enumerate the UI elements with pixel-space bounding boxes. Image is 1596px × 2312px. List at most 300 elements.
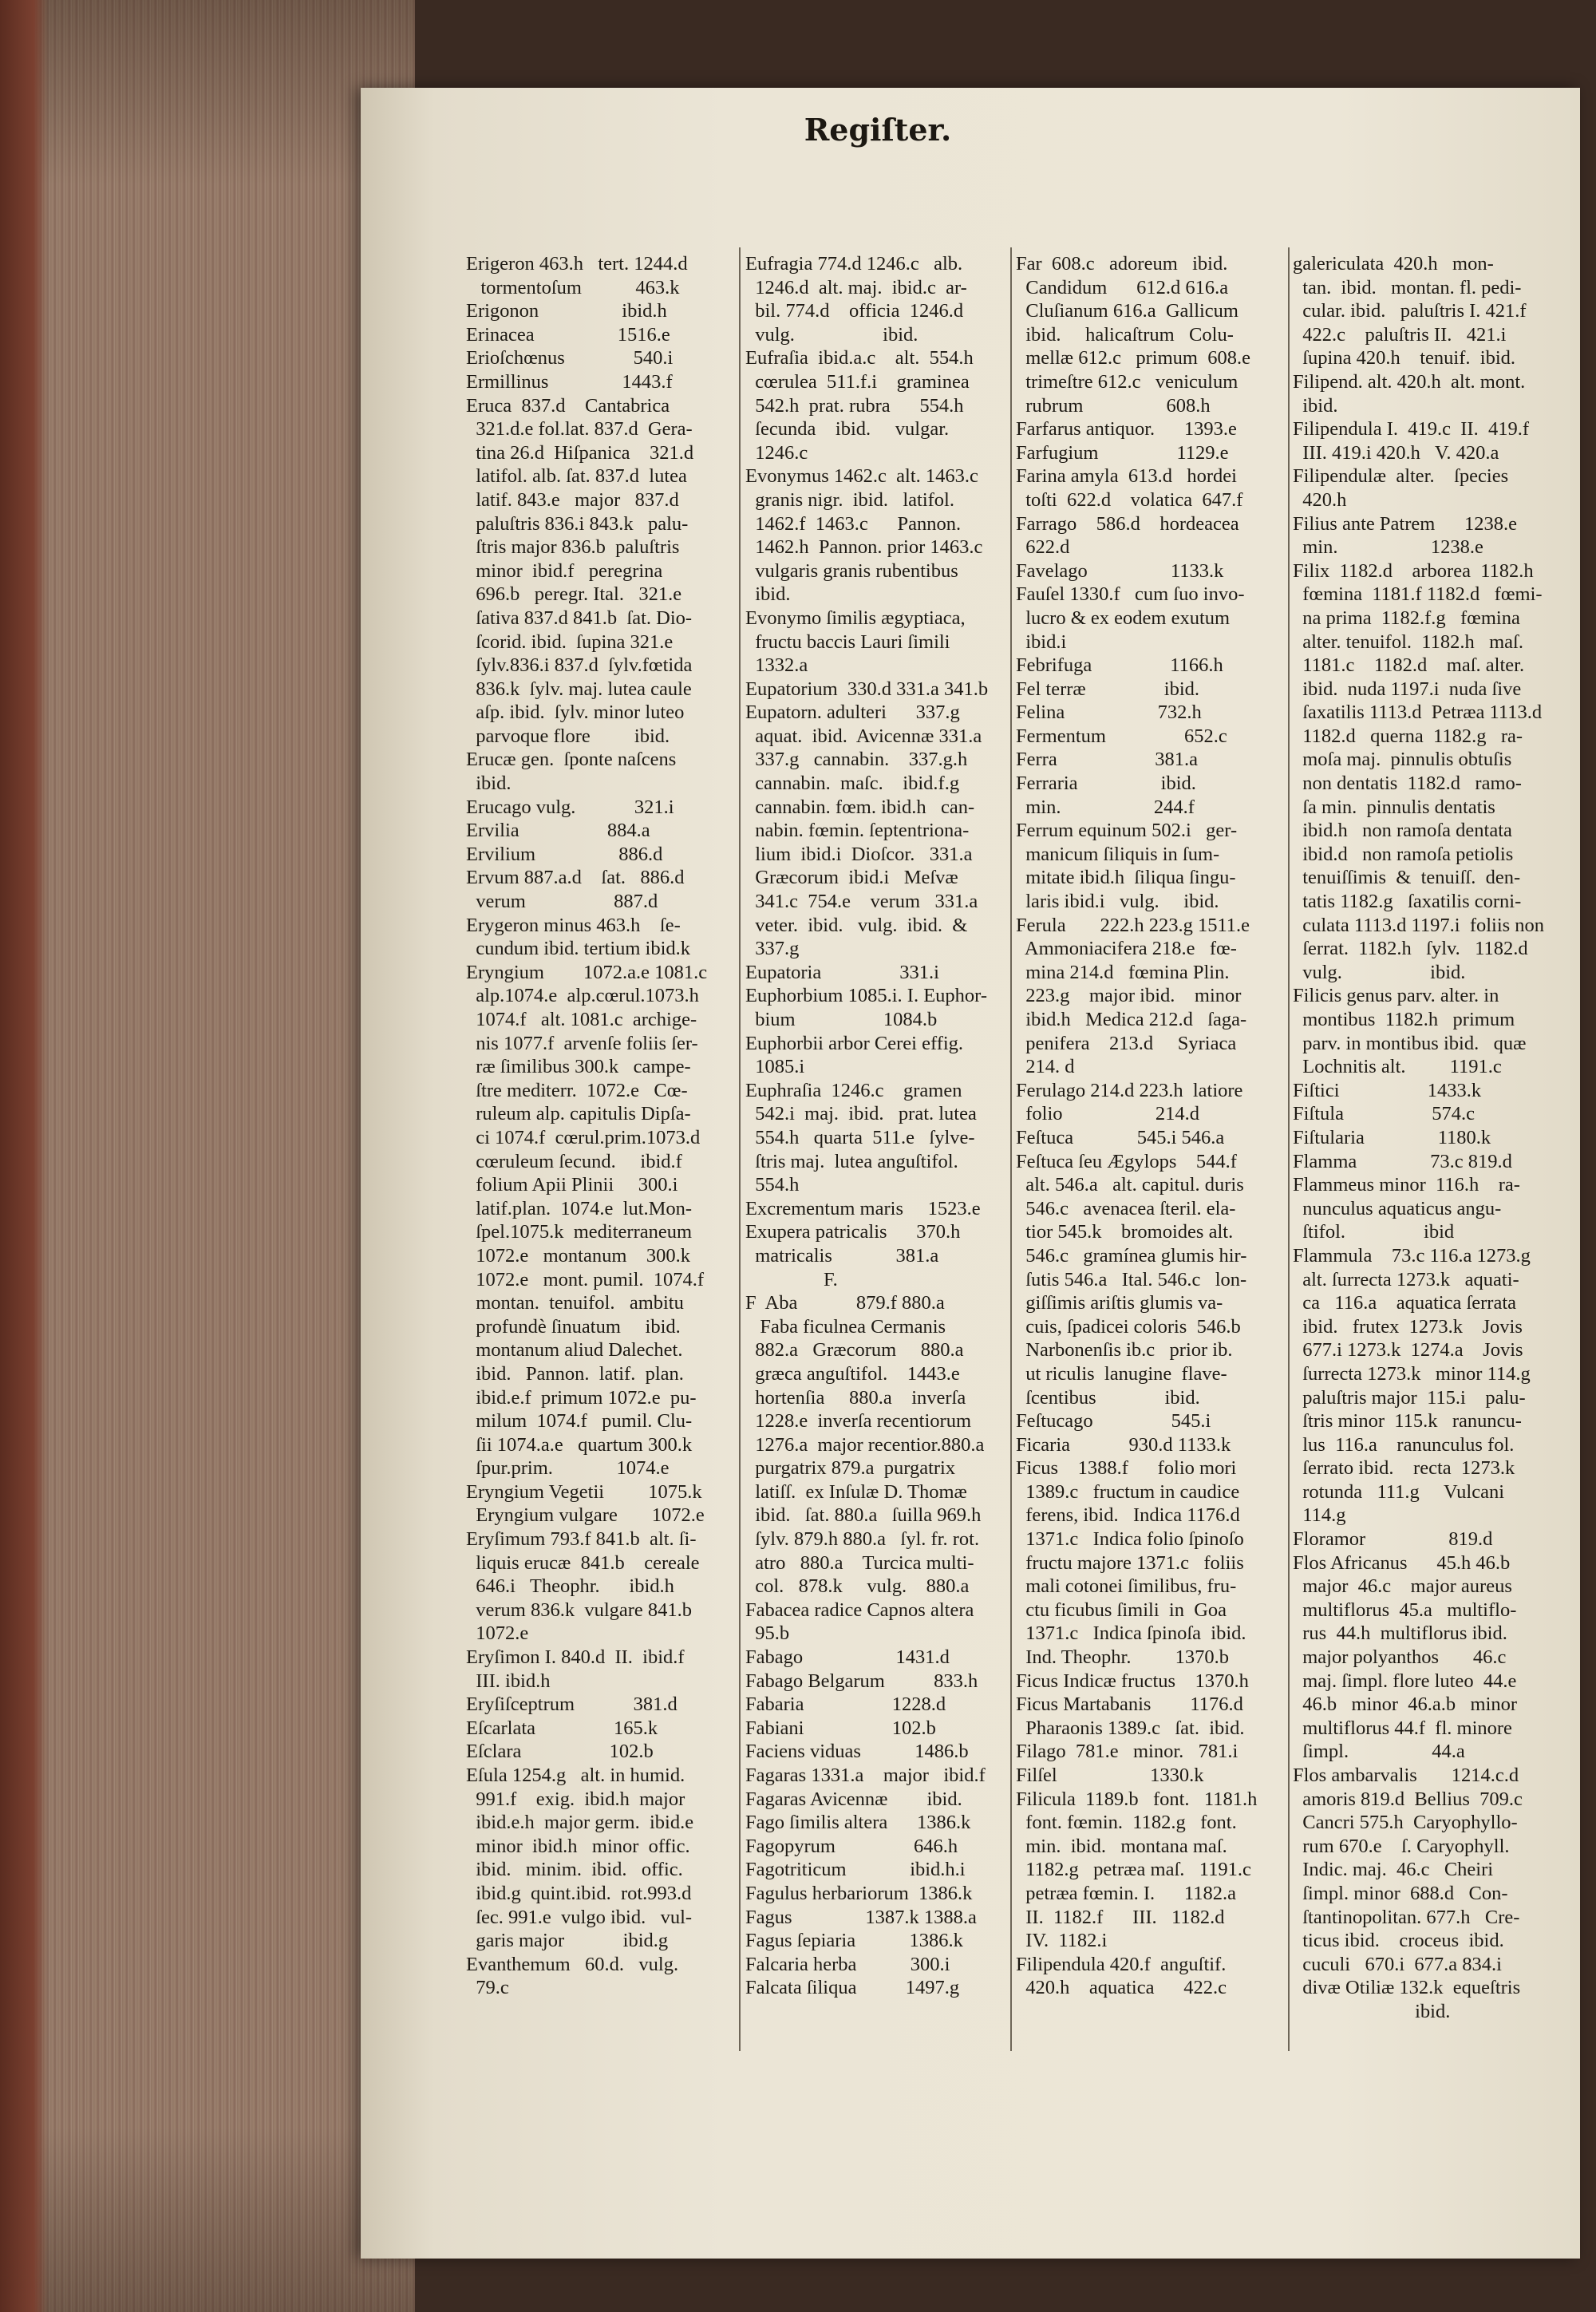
index-entry-line: Erigonon ibid.h <box>466 300 667 322</box>
index-entry-line: ræ ſimilibus 300.k campe- <box>466 1056 691 1078</box>
index-entry-line: ſecunda ibid. vulgar. <box>745 418 950 441</box>
index-entry-line: bil. 774.d officia 1246.d <box>745 300 964 322</box>
index-entry-line: parvoque flore ibid. <box>466 725 670 747</box>
index-entry-line: Ficus Indicæ fructus 1370.h <box>1016 1670 1249 1692</box>
index-entry-line: ſii 1074.a.e quartum 300.k <box>466 1433 693 1456</box>
index-entry-line: III. ibid.h <box>466 1670 551 1692</box>
index-entry-line: Eryngium vulgare 1072.e <box>466 1504 705 1527</box>
index-entry-line: 1462.f 1463.c Pannon. <box>745 512 962 535</box>
index-entry-line: Euphorbium 1085.i. I. Euphor- <box>745 985 987 1007</box>
index-entry-line: Ervilium 886.d <box>466 843 663 865</box>
index-entry-line: Filius ante Patrem 1238.e <box>1293 512 1518 535</box>
index-entry-line: 1246.d alt. maj. ibid.c ar- <box>745 276 967 298</box>
index-entry-line: tormentoſum 463.k <box>466 276 680 298</box>
index-entry-line: Filipendula I. 419.c II. 419.f <box>1293 418 1529 441</box>
index-entry-line: ibid. <box>466 773 512 795</box>
index-entry-line: Farina amyla 613.d hordei <box>1016 465 1237 488</box>
index-entry-line: ibid. ſat. 880.a ſuilla 969.h <box>745 1504 982 1527</box>
column-divider <box>1010 247 1012 2051</box>
index-entry-line: Fagaras 1331.a major ibid.f <box>745 1765 986 1786</box>
index-entry-line: Ficus 1388.f folio mori <box>1016 1457 1237 1480</box>
index-entry-line: minor ibid.f peregrina <box>466 559 663 582</box>
index-entry-line: folium Apii Plinii 300.i <box>466 1174 678 1196</box>
index-entry-line: 79.c <box>466 1977 509 1999</box>
index-entry-line: non dentatis 1182.d ramo- <box>1293 773 1522 795</box>
index-entry-line: IV. 1182.i <box>1016 1930 1108 1952</box>
index-entry-line: Cancri 575.h Caryophyllo- <box>1293 1812 1518 1834</box>
index-entry-line: ſcentibus ibid. <box>1016 1386 1200 1409</box>
index-entry-line: Fagopyrum 646.h <box>745 1835 958 1857</box>
index-entry-line: Ficaria 930.d 1133.k <box>1016 1433 1231 1456</box>
index-entry-line: 1276.a major recentior.880.a <box>745 1433 985 1456</box>
index-entry-line: ſcorid. ibid. ſupina 321.e <box>466 630 674 653</box>
index-entry-line: mina 214.d fœmina Plin. <box>1016 961 1230 983</box>
index-entry-line: aſp. ibid. ſylv. minor luteo <box>466 702 685 724</box>
index-entry-line: Fauſel 1330.f cum ſuo invo- <box>1016 583 1245 606</box>
index-entry-line: multiflorus 44.f fl. minore <box>1293 1717 1512 1739</box>
index-entry-line: 1228.e inverſa recentiorum <box>745 1410 972 1433</box>
index-entry-line: 1371.c Indica ſpinoſa ibid. <box>1016 1622 1246 1645</box>
index-entry-line: tior 545.k bromoides alt. <box>1016 1221 1234 1243</box>
index-entry-line: font. fœmin. 1182.g font. <box>1016 1812 1237 1834</box>
index-entry-line: 1332.a <box>745 654 808 677</box>
index-entry-line: Eſcarlata 165.k <box>466 1717 658 1739</box>
index-entry-line: Eſula 1254.g alt. in humid. <box>466 1765 685 1786</box>
index-entry-line: cannabin. fœm. ibid.h can- <box>745 796 975 818</box>
index-entry-line: 420.h aquatica 422.c <box>1016 1977 1227 1999</box>
index-entry-line: Farfugium 1129.e <box>1016 441 1229 464</box>
index-entry-line: ſimpl. 44.a <box>1293 1741 1465 1763</box>
index-column-4 <box>1293 252 1561 2056</box>
index-entry-line: cœruleum ſecund. ibid.f <box>466 1150 682 1172</box>
index-entry-line: 1182.d querna 1182.g ra- <box>1293 725 1523 747</box>
index-entry-line: Evonymo ſimilis ægyptiaca, <box>745 607 966 629</box>
index-entry-line: paluſtris major 115.i palu- <box>1293 1386 1526 1409</box>
index-entry-line: ſec. 991.e vulgo ibid. vul- <box>466 1906 693 1928</box>
index-entry-line: Ferulago 214.d 223.h latiore <box>1016 1079 1243 1101</box>
page-edge-shadow <box>0 0 415 2312</box>
index-entry-line: II. 1182.f III. 1182.d <box>1016 1906 1225 1928</box>
index-entry-line: Ind. Theophr. 1370.b <box>1016 1646 1229 1669</box>
index-entry-line: Fabiani 102.b <box>745 1717 936 1739</box>
index-entry-line: Ferrum equinum 502.i ger- <box>1016 820 1238 842</box>
index-entry-line: Ferula 222.h 223.g 1511.e <box>1016 914 1250 936</box>
index-entry-line: græca anguſtifol. 1443.e <box>745 1362 960 1385</box>
index-entry-line: Excrementum maris 1523.e <box>745 1197 981 1219</box>
index-entry-line: Ervum 887.a.d ſat. 886.d <box>466 867 685 889</box>
index-entry-line: na prima 1182.f.g fœmina <box>1293 607 1520 629</box>
index-entry-line: Fabago Belgarum 833.h <box>745 1670 978 1692</box>
index-entry-line: Flammula 73.c 116.a 1273.g <box>1293 1244 1531 1267</box>
index-entry-line: ſupina 420.h tenuif. ibid. <box>1293 347 1515 370</box>
index-entry-line: 1181.c 1182.d maſ. alter. <box>1293 654 1525 677</box>
book-cover-edge <box>0 0 48 2312</box>
index-entry-line: ſutis 546.a Ital. 546.c lon- <box>1016 1268 1247 1290</box>
index-entry-line: Fagus 1387.k 1388.a <box>745 1906 977 1928</box>
index-entry-line: verum 887.d <box>466 891 658 913</box>
index-entry-line: 1462.h Pannon. prior 1463.c <box>745 536 983 559</box>
index-entry-line: Ammoniacifera 218.e fœ- <box>1016 938 1237 960</box>
index-entry-line: Eruca 837.d Cantabrica <box>466 394 670 417</box>
index-entry-line: 114.g <box>1293 1504 1346 1527</box>
index-entry-line: ſtris major 836.b paluſtris <box>466 536 680 559</box>
index-entry-line: Floramor 819.d <box>1293 1528 1493 1551</box>
index-entry-line: 542.h prat. rubra 554.h <box>745 394 964 417</box>
index-entry-line: galericulata 420.h mon- <box>1293 253 1494 275</box>
index-entry-line: Græcorum ibid.i Meſvæ <box>745 867 958 889</box>
index-entry-line: ibid. nuda 1197.i nuda ſive <box>1293 678 1522 700</box>
index-entry-line: tina 26.d Hiſpanica 321.d <box>466 441 694 464</box>
index-entry-line: milum 1074.f pumil. Clu- <box>466 1410 693 1433</box>
index-entry-line: 646.i Theophr. ibid.h <box>466 1575 674 1598</box>
index-entry-line: 991.f exig. ibid.h major <box>466 1788 685 1810</box>
index-entry-line: amoris 819.d Bellius 709.c <box>1293 1788 1523 1810</box>
index-entry-line: 1072.e <box>466 1622 529 1645</box>
index-entry-line: vulg. ibid. <box>1293 961 1466 983</box>
index-entry-line: F Aba 879.f 880.a <box>745 1292 945 1314</box>
index-column-3 <box>1016 252 1283 2056</box>
index-entry-line: Lochnitis alt. 1191.c <box>1293 1056 1502 1078</box>
index-entry-line: 1074.f alt. 1081.c archige- <box>466 1009 697 1030</box>
index-entry-line: cundum ibid. tertium ibid.k <box>466 938 691 960</box>
index-entry-line: 1085.i <box>745 1056 805 1078</box>
index-entry-line: veter. ibid. vulg. ibid. & <box>745 914 968 936</box>
index-entry-line: multiflorus 45.a multiflo- <box>1293 1599 1517 1621</box>
index-entry-line: ut riculis lanugine flave- <box>1016 1362 1227 1385</box>
index-entry-line: 554.h quarta 511.e ſylve- <box>745 1126 975 1148</box>
index-entry-line: manicum ſiliquis in ſum- <box>1016 843 1220 865</box>
index-entry-line: Cluſianum 616.a Gallicum <box>1016 300 1238 322</box>
index-entry-line: trimeſtre 612.c veniculum <box>1016 370 1238 393</box>
index-entry-line: ſpur.prim. 1074.e <box>466 1457 670 1480</box>
index-entry-line: Ficus Martabanis 1176.d <box>1016 1693 1243 1716</box>
index-entry-line: F. <box>745 1268 838 1290</box>
index-entry-line: folio 214.d <box>1016 1103 1200 1125</box>
index-entry-line: fœmina 1181.f 1182.d fœmi- <box>1293 583 1543 606</box>
index-entry-line: Flamma 73.c 819.d <box>1293 1150 1512 1172</box>
index-entry-line: min. 244.f <box>1016 796 1195 818</box>
index-entry-line: mellæ 612.c primum 608.e <box>1016 347 1250 370</box>
index-entry-line: Eupatorium 330.d 331.a 341.b <box>745 678 989 700</box>
index-entry-line: ſtris maj. lutea anguſtifol. <box>745 1150 958 1172</box>
index-entry-line: 95.b <box>745 1622 790 1645</box>
index-entry-line: 882.a Græcorum 880.a <box>745 1339 964 1362</box>
index-entry-line: Ervilia 884.a <box>466 820 650 842</box>
index-entry-line: tatis 1182.g ſaxatilis corni- <box>1293 891 1522 913</box>
index-entry-line: 223.g major ibid. minor <box>1016 985 1242 1007</box>
index-entry-line: alt. 546.a alt. capitul. duris <box>1016 1174 1244 1196</box>
index-entry-line: Filipendulæ alter. ſpecies <box>1293 465 1509 488</box>
index-entry-line: ſylv.836.i 837.d ſylv.fœtida <box>466 654 693 677</box>
index-entry-line: Eſclara 102.b <box>466 1741 654 1763</box>
index-entry-line: cannabin. maſc. ibid.f.g <box>745 773 960 795</box>
index-entry-line: Feſtuca ſeu Ægylops 544.f <box>1016 1150 1237 1172</box>
index-entry-line: 677.i 1273.k 1274.a Jovis <box>1293 1339 1523 1362</box>
index-entry-line: Fiſtici 1433.k <box>1293 1079 1482 1101</box>
index-entry-line: Erigeron 463.h tert. 1244.d <box>466 253 688 275</box>
index-entry-line: Filicula 1189.b font. 1181.h <box>1016 1788 1258 1810</box>
index-entry-line: latif.plan. 1074.e lut.Mon- <box>466 1197 693 1219</box>
index-entry-line: matricalis 381.a <box>745 1244 939 1267</box>
index-entry-line: Febrifuga 1166.h <box>1016 654 1223 677</box>
index-entry-line: 337.g cannabin. 337.g.h <box>745 749 968 771</box>
index-entry-line: montibus 1182.h primum <box>1293 1009 1515 1030</box>
index-entry-line: Pharaonis 1389.c ſat. ibid. <box>1016 1717 1245 1739</box>
index-entry-line: rum 670.e ſ. Caryophyll. <box>1293 1835 1510 1857</box>
index-entry-line: parv. in montibus ibid. quæ <box>1293 1032 1527 1054</box>
index-entry-line: latifol. alb. ſat. 837.d lutea <box>466 465 687 488</box>
index-entry-line: Fagus ſepiaria 1386.k <box>745 1930 963 1952</box>
index-entry-line: 1072.e mont. pumil. 1074.f <box>466 1268 705 1290</box>
index-entry-line: III. 419.i 420.h V. 420.a <box>1293 441 1499 464</box>
index-entry-line: min. 1238.e <box>1293 536 1483 559</box>
index-entry-line: Falcaria herba 300.i <box>745 1953 950 1975</box>
index-entry-line: alt. ſurrecta 1273.k aquati- <box>1293 1268 1519 1290</box>
index-entry-line: major polyanthos 46.c <box>1293 1646 1507 1669</box>
index-entry-line: ibid. <box>1293 394 1338 417</box>
index-entry-line: Eryngium Vegetii 1075.k <box>466 1480 702 1503</box>
index-entry-line: 341.c 754.e verum 331.a <box>745 891 978 913</box>
index-entry-line: ctu ficubus ſimili in Goa <box>1016 1599 1227 1621</box>
index-entry-line: ibid.e.f primum 1072.e pu- <box>466 1386 697 1409</box>
index-entry-line: ibid.d non ramoſa petiolis <box>1293 843 1514 865</box>
index-entry-line: Fiſtularia 1180.k <box>1293 1126 1491 1148</box>
index-entry-line: ca 116.a aquatica ſerrata <box>1293 1292 1517 1314</box>
index-entry-line: alter. tenuifol. 1182.h maſ. <box>1293 630 1523 653</box>
index-entry-line: latiſſ. ex Inſulæ D. Thomæ <box>745 1480 967 1503</box>
index-entry-line: 622.d <box>1016 536 1070 559</box>
index-entry-line: Filipend. alt. 420.h alt. mont. <box>1293 370 1526 393</box>
index-entry-line: Eufragia 774.d 1246.c alb. <box>745 253 963 275</box>
index-entry-line: Erucæ gen. ſponte naſcens <box>466 749 677 771</box>
index-entry-line: Fel terræ ibid. <box>1016 678 1200 700</box>
index-entry-line: 420.h <box>1293 488 1347 511</box>
index-entry-line: toſti 622.d volatica 647.f <box>1016 488 1243 511</box>
index-entry-line: divæ Otiliæ 132.k equeſtris <box>1293 1977 1521 1999</box>
index-entry-line: rotunda 111.g Vulcani <box>1293 1480 1505 1503</box>
index-entry-line: Fagotriticum ibid.h.i <box>745 1859 966 1881</box>
index-entry-line: cuculi 670.i 677.a 834.i <box>1293 1953 1502 1975</box>
index-entry-line: montanum aliud Dalechet. <box>466 1339 683 1362</box>
index-entry-line: Farrago 586.d hordeacea <box>1016 512 1239 535</box>
index-entry-line: Ermillinus 1443.f <box>466 370 673 393</box>
index-entry-line: profundè ſinuatum ibid. <box>466 1315 681 1338</box>
index-entry-line: Flammeus minor 116.h ra- <box>1293 1174 1520 1196</box>
index-entry-line: ibid. frutex 1273.k Jovis <box>1293 1315 1523 1338</box>
index-entry-line: liquis erucæ 841.b cereale <box>466 1551 700 1574</box>
index-entry-line: Filix 1182.d arborea 1182.h <box>1293 559 1534 582</box>
index-entry-line: Filicis genus parv. alter. in <box>1293 985 1499 1007</box>
index-entry-line: Fagulus herbariorum 1386.k <box>745 1882 973 1904</box>
index-entry-line: 1072.e montanum 300.k <box>466 1244 691 1267</box>
index-entry-line: 546.c gramínea glumis hir- <box>1016 1244 1247 1267</box>
index-entry-line: 214. d <box>1016 1056 1075 1078</box>
index-entry-line: ibid. <box>1293 2000 1451 2022</box>
index-entry-line: giſſimis ariſtis glumis va- <box>1016 1292 1223 1314</box>
index-entry-line: nabin. fœmin. ſeptentriona- <box>745 820 970 842</box>
index-entry-line: culata 1113.d 1197.i foliis non <box>1293 914 1545 936</box>
index-entry-line: Erygeron minus 463.h ſe- <box>466 914 681 936</box>
index-entry-line: ci 1074.f cœrul.prim.1073.d <box>466 1126 701 1148</box>
index-entry-line: ibid.i <box>1016 630 1067 653</box>
index-entry-line: penifera 213.d Syriaca <box>1016 1032 1237 1054</box>
index-entry-line: Flos Africanus 45.h 46.b <box>1293 1551 1511 1574</box>
index-entry-line: 696.b peregr. Ital. 321.e <box>466 583 682 606</box>
index-entry-line: Faciens viduas 1486.b <box>745 1741 969 1763</box>
index-entry-line: fructu majore 1371.c foliis <box>1016 1551 1244 1574</box>
index-entry-line: ſerrato ibid. recta 1273.k <box>1293 1457 1515 1480</box>
index-entry-line: ibid. Pannon. latif. plan. <box>466 1362 684 1385</box>
index-entry-line: Fabago 1431.d <box>745 1646 950 1669</box>
index-entry-line: 337.g <box>745 938 800 960</box>
index-entry-line: ſerrat. 1182.h ſylv. 1182.d <box>1293 938 1528 960</box>
index-entry-line: Candidum 612.d 616.a <box>1016 276 1229 298</box>
index-entry-line: Fago ſimilis altera 1386.k <box>745 1812 971 1834</box>
index-entry-line: Fagaras Avicennæ ibid. <box>745 1788 962 1810</box>
index-entry-line: ibid.h non ramoſa dentata <box>1293 820 1512 842</box>
index-entry-line: Filipendula 420.f anguſtif. <box>1016 1953 1227 1975</box>
index-entry-line: 836.k ſylv. maj. lutea caule <box>466 678 692 700</box>
index-entry-line: fructu baccis Lauri ſimili <box>745 630 950 653</box>
index-entry-line: nunculus aquaticus angu- <box>1293 1197 1502 1219</box>
index-entry-line: ſtifol. ibid <box>1293 1221 1455 1243</box>
index-entry-line: ſtre mediterr. 1072.e Cœ- <box>466 1079 688 1101</box>
index-entry-line: Erucago vulg. 321.i <box>466 796 674 818</box>
index-entry-line: ibid.e.h major germ. ibid.e <box>466 1812 694 1834</box>
index-entry-line: ſurrecta 1273.k minor 114.g <box>1293 1362 1531 1385</box>
index-entry-line: Fabacea radice Capnos altera <box>745 1599 974 1621</box>
index-entry-line: cuis, ſpadicei coloris 546.b <box>1016 1315 1241 1338</box>
index-entry-line: 422.c paluſtris II. 421.i <box>1293 323 1507 346</box>
index-entry-line: tan. ibid. montan. fl. pedi- <box>1293 276 1522 298</box>
index-entry-line: Eryngium 1072.a.e 1081.c <box>466 961 708 983</box>
index-entry-line: nis 1077.f arvenſe foliis ſer- <box>466 1032 698 1054</box>
index-entry-line: laris ibid.i vulg. ibid. <box>1016 891 1219 913</box>
index-entry-line: moſa maj. pinnulis obtuſis <box>1293 749 1512 771</box>
index-entry-line: Eryſimum 793.f 841.b alt. ſi- <box>466 1528 697 1551</box>
index-entry-line: Feſtucago 545.i <box>1016 1410 1211 1433</box>
index-entry-line: maj. ſimpl. flore luteo 44.e <box>1293 1670 1517 1692</box>
index-entry-line: ſtantinopolitan. 677.h Cre- <box>1293 1906 1520 1928</box>
index-entry-line: ibid. halicaſtrum Colu- <box>1016 323 1234 346</box>
index-entry-line: montan. tenuifol. ambitu <box>466 1292 684 1314</box>
index-entry-line: ferens, ibid. Indica 1176.d <box>1016 1504 1240 1527</box>
index-entry-line: Narbonenſis ib.c prior ib. <box>1016 1339 1233 1362</box>
index-entry-line: Eryſimon I. 840.d II. ibid.f <box>466 1646 685 1669</box>
index-entry-line: Euphraſia 1246.c gramen <box>745 1079 962 1101</box>
index-entry-line: Eupatorn. adulteri 337.g <box>745 702 960 724</box>
index-entry-line: paluſtris 836.i 843.k palu- <box>466 512 689 535</box>
index-entry-line: vulg. ibid. <box>745 323 918 346</box>
index-entry-line: Far 608.c adoreum ibid. <box>1016 253 1228 275</box>
index-column-2 <box>745 252 1007 2056</box>
index-entry-line: Fermentum 652.c <box>1016 725 1227 747</box>
index-entry-line: Farfarus antiquor. 1393.e <box>1016 418 1237 441</box>
index-entry-line: garis major ibid.g <box>466 1930 669 1952</box>
index-entry-line: Faba ficulnea Cermanis <box>745 1315 946 1338</box>
index-entry-line: col. 878.k vulg. 880.a <box>745 1575 970 1598</box>
index-entry-line: ſimpl. minor 688.d Con- <box>1293 1882 1508 1904</box>
index-entry-line: lium ibid.i Dioſcor. 331.a <box>745 843 973 865</box>
index-entry-line: Feſtuca 545.i 546.a <box>1016 1126 1225 1148</box>
index-entry-line: ibid.g quint.ibid. rot.993.d <box>466 1882 692 1904</box>
index-entry-line: Eupatoria 331.i <box>745 961 939 983</box>
index-entry-line: ibid.h Medica 212.d ſaga- <box>1016 1009 1247 1030</box>
index-entry-line: petræa fœmin. I. 1182.a <box>1016 1882 1237 1904</box>
index-entry-line: 1389.c fructum in caudice <box>1016 1480 1240 1503</box>
index-entry-line: Falcata ſiliqua 1497.g <box>745 1977 960 1999</box>
page-title: Regiſter. <box>804 112 952 148</box>
index-entry-line: 1246.c <box>745 441 808 464</box>
index-entry-line: alp.1074.e alp.cœrul.1073.h <box>466 985 699 1007</box>
index-entry-line: mali cotonei ſimilibus, fru- <box>1016 1575 1237 1598</box>
index-entry-line: 546.c avenacea ſteril. ela- <box>1016 1197 1236 1219</box>
index-entry-line: Indic. maj. 46.c Cheiri <box>1293 1859 1494 1881</box>
index-entry-line: Eryſiſceptrum 381.d <box>466 1693 678 1716</box>
column-divider <box>739 247 741 2051</box>
index-entry-line: bium 1084.b <box>745 1009 938 1030</box>
index-entry-line: ſaxatilis 1113.d Petræa 1113.d <box>1293 702 1543 724</box>
index-entry-line: ſtris minor 115.k ranuncu- <box>1293 1410 1522 1433</box>
index-entry-line: 321.d.e fol.lat. 837.d Gera- <box>466 418 693 441</box>
index-entry-line: hortenſia 880.a inverſa <box>745 1386 966 1409</box>
index-entry-line: 542.i maj. ibid. prat. lutea <box>745 1103 977 1125</box>
index-entry-line: Euphorbii arbor Cerei effig. <box>745 1032 964 1054</box>
index-entry-line: Fiſtula 574.c <box>1293 1103 1475 1125</box>
index-entry-line: ticus ibid. croceus ibid. <box>1293 1930 1504 1952</box>
index-entry-line: Ferraria ibid. <box>1016 773 1196 795</box>
index-entry-line: rus 44.h multiflorus ibid. <box>1293 1622 1507 1645</box>
index-entry-line: 46.b minor 46.a.b minor <box>1293 1693 1518 1716</box>
index-entry-line: lucro & ex eodem exutum <box>1016 607 1231 629</box>
index-entry-line: mitate ibid.h ſiliqua ſingu- <box>1016 867 1236 889</box>
index-entry-line: 1371.c Indica folio ſpinoſo <box>1016 1528 1244 1551</box>
index-entry-line: 554.h <box>745 1174 800 1196</box>
index-entry-line: ſylv. 879.h 880.a ſyl. fr. rot. <box>745 1528 980 1551</box>
index-entry-line: Filſel 1330.k <box>1016 1765 1204 1786</box>
index-entry-line: Ferra 381.a <box>1016 749 1198 771</box>
index-entry-line: Evonymus 1462.c alt. 1463.c <box>745 465 978 488</box>
column-divider <box>1288 247 1290 2051</box>
index-entry-line: vulgaris granis rubentibus <box>745 559 958 582</box>
index-entry-line: ruleum alp. capitulis Dipſa- <box>466 1103 691 1125</box>
index-entry-line: Erioſchœnus 540.i <box>466 347 674 370</box>
index-entry-line: tenuiſſimis & tenuiſſ. den- <box>1293 867 1521 889</box>
index-entry-line: Fabaria 1228.d <box>745 1693 946 1716</box>
index-entry-line: major 46.c major aureus <box>1293 1575 1512 1598</box>
index-entry-line: 1182.g petræa maſ. 1191.c <box>1016 1859 1251 1881</box>
index-entry-line: Eufraſia ibid.a.c alt. 554.h <box>745 347 974 370</box>
index-entry-line: ſpel.1075.k mediterraneum <box>466 1221 693 1243</box>
index-entry-line: Erinacea 1516.e <box>466 323 670 346</box>
index-entry-line: ibid. <box>745 583 791 606</box>
index-column-1 <box>466 252 733 2056</box>
index-entry-line: latif. 843.e major 837.d <box>466 488 679 511</box>
index-entry-line: ſa min. pinnulis dentatis <box>1293 796 1495 818</box>
index-entry-line: rubrum 608.h <box>1016 394 1211 417</box>
index-entry-line: cœrulea 511.f.i graminea <box>745 370 970 393</box>
index-entry-line: Felina 732.h <box>1016 702 1202 724</box>
index-entry-line: Evanthemum 60.d. vulg. <box>466 1953 679 1975</box>
index-entry-line: granis nigr. ibid. latifol. <box>745 488 954 511</box>
index-entry-line: min. ibid. montana maſ. <box>1016 1835 1227 1857</box>
index-entry-line: ibid. minim. ibid. offic. <box>466 1859 683 1881</box>
index-entry-line: verum 836.k vulgare 841.b <box>466 1599 693 1621</box>
index-entry-line: Exupera patricalis 370.h <box>745 1221 961 1243</box>
index-entry-line: aquat. ibid. Avicennæ 331.a <box>745 725 982 747</box>
index-entry-line: Flos ambarvalis 1214.c.d <box>1293 1765 1519 1786</box>
index-entry-line: lus 116.a ranunculus fol. <box>1293 1433 1515 1456</box>
